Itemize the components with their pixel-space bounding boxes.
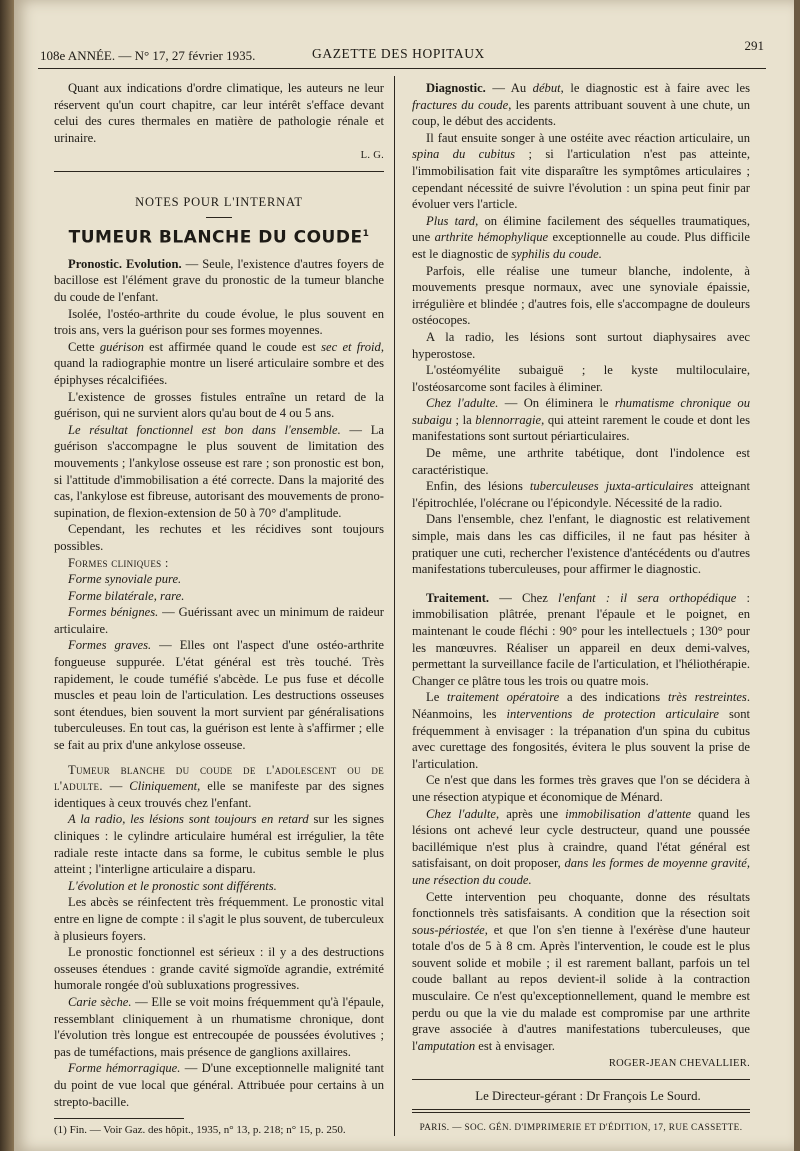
- adulte-traitement-paragraph: Chez l'adulte, après une immobilisation d'attente quand les lésions ont achevé leur cycle destructeur, quand une poussée bacillémique n'est plus à craindre, quand l'état général est satisfaisant, on doit proposer, dans les formes de moyenne gravité, une résection du coude.: [412, 806, 750, 887]
- header-rule: [38, 68, 766, 69]
- director-separator: [412, 1079, 750, 1080]
- printer-line: PARIS. — SOC. GÉN. D'IMPRIMERIE ET D'ÉDITION, 17, RUE CASSETTE.: [419, 1121, 743, 1132]
- journal-title: GAZETTE DES HOPITAUX: [312, 46, 485, 61]
- prognosis-heading: Pronostic. Evolution.: [68, 256, 182, 271]
- footnote: (1) Fin. — Voir Gaz. des hôpit., 1935, n° 13, p. 218; n° 15, p. 250.: [54, 1124, 346, 1137]
- hemorragique-paragraph: Forme hémorragique. — D'une exceptionnelle malignité tant du point de vue local que général. Attribuée pour certains à un strepto-bacille.: [54, 1061, 385, 1109]
- binding-spine: [0, 0, 14, 1151]
- fistules-paragraph: L'existence de grosses fistules entraîne un retard de la guérison, qui ne survient alors qu'au bout de 4 ou 5 ans.: [54, 389, 384, 421]
- adolescent-paragraph: Tumeur blanche du coude de l'adolescent ou de l'adulte. — Cliniquement, elle se manifeste par des signes identiques à ceux trouvés chez l'enfant.: [54, 762, 385, 810]
- radio-diaphysaires-paragraph: A la radio, les lésions sont surtout diaphysaires avec hyperostose.: [412, 329, 750, 361]
- formes-graves: Formes graves. — Elles ont l'aspect d'une ostéo-arthrite fongueuse suppurée. L'état général est très touché. Très rapidement, le coude tuméfié s'abcède. Le pus fuse et décolle muscles et peau loin de l'articulation. Les destructions osseuses sont étendues, bien souvent la mort survient par généralisations tuberculeuses. En tout cas, la guérison est lente à s'affirmer ; elle se fait au prix d'une ankylose osseuse.: [54, 638, 384, 753]
- ensemble-paragraph: Dans l'ensemble, chez l'enfant, le diagnostic est relativement simple, mais dans les cas difficiles, il ne faut pas hésiter à pratiquer une cuti, rechercher l'existence d'antécédents ou d'autres manifestations tuberculeuses, pour affirmer le diagnostic.: [412, 512, 750, 577]
- issue-info: 108e ANNÉE. — N° 17, 27 février 1935.: [40, 48, 256, 63]
- intro-signature: L. G.: [360, 150, 384, 162]
- footnote-rule: [54, 1118, 184, 1119]
- adulte-diagnostic-paragraph: Chez l'adulte. — On éliminera le rhumatisme chronique ou subaigu ; la blennorragie, qui atteint rarement le coude et dont les manifestations sont surtout périarticulaires.: [412, 396, 750, 444]
- prognosis-paragraph: Pronostic. Evolution. — Seule, l'existence d'autres foyers de bacillose est l'élément grave du pronostic de la tumeur blanche du coude de l'enfant.: [54, 256, 384, 304]
- director-line: Le Directeur-gérant : Dr François Le Sourd.: [475, 1089, 701, 1104]
- traitement-heading: Traitement.: [426, 590, 490, 605]
- printer-rule: [412, 1109, 750, 1113]
- title-rule: [206, 217, 232, 218]
- page-header: [14, 38, 794, 66]
- spacer: [54, 754, 384, 762]
- forme-bilaterale: Forme bilatérale, rare.: [68, 588, 185, 603]
- guerison-paragraph: Cette guérison est affirmée quand le coude est sec et froid, quand la radiographie montre un liseré articulaire sombre et des épiphyses récalcifiées.: [54, 339, 384, 387]
- left-column: [54, 80, 384, 1137]
- intro-paragraph: Quant aux indications d'ordre climatique, les auteurs ne leur réservent qu'un court chapitre, car leur intérêt s'efface devant celui des cures thermales en matière de pathologie rénale et urinaire.: [54, 81, 384, 145]
- arthrite-paragraph: De même, une arthrite tabétique, dont l'indolence est caractéristique.: [412, 446, 750, 477]
- resultat-paragraph: Le résultat fonctionnel est bon dans l'ensemble. — La guérison s'accompagne le plus souvent de limitation des mouvements ; l'ankylose osseuse est rare ; son pronostic est bon, si l'attitude d'immobilisation a été correcte. Dans la majorité des cas, l'ankylose est fibreuse, autorisant des mouvements de prono-supination, de flexion-extension de 50 à 70° d'amplitude.: [54, 422, 384, 520]
- formes-cliniques-heading: Formes cliniques :: [68, 555, 169, 570]
- author-signature: ROGER-JEAN CHEVALLIER.: [608, 1058, 750, 1070]
- traitement-paragraph: Traitement. — Chez l'enfant : il sera orthopédique : immobilisation plâtrée, prenant l'épaule et le poignet, en maintenant le coude fléchi : 90° pour les intellectuels ; 130° pour les manœuvres. Réaliser un appareil en deux demi-valves, permettant la surveillance facile de l'articulation, et l'héliothérapie. Changer ce plâtre tous les trois ou quatre mois.: [412, 590, 750, 688]
- abces-paragraph: Les abcès se réinfectent très fréquemment. Le pronostic vital entre en ligne de compte : il s'agit le plus souvent, de tuberculeux à plusieurs foyers.: [54, 895, 384, 943]
- osteite-paragraph: Il faut ensuite songer à une ostéite avec réaction articulaire, un spina du cubitus ; si l'articulation n'est pas atteinte, l'immobilisation fait vite disparaître les symptômes articulaires ; cependant nécessité de suivre l'évolution : un spina peut finir par évoluer vers l'article.: [412, 130, 750, 212]
- article-title: TUMEUR BLANCHE DU COUDE$^1$: [68, 227, 370, 248]
- isolee-paragraph: Isolée, l'ostéo-arthrite du coude évolue, le plus souvent en trois ans, vers la guérison pour ses formes moyennes.: [54, 306, 384, 338]
- column-rule: [394, 76, 395, 1136]
- parfois-paragraph: Parfois, elle réalise une tumeur blanche, indolente, à mouvements presque normaux, avec une synoviale épaissie, irrégulière et blindée ; d'autres fois, elle s'accompagne de douleurs ostéocopes.: [412, 263, 750, 328]
- menard-paragraph: Ce n'est que dans les formes très graves que l'on se décidera à une résection atypique et économique de Ménard.: [412, 773, 750, 804]
- radio-paragraph: A la radio, les lésions sont toujours en retard sur les signes cliniques : le cylindre articulaire huméral est irrégulier, la tête radiale reste intacte dans sa forme, le cubitus semble le plus atteint ; l'interligne articulaire a disparu.: [54, 812, 385, 877]
- title-footnote-marker: 1: [362, 228, 370, 239]
- evolution-heading: L'évolution et le pronostic sont différents.: [68, 878, 277, 893]
- plus-tard-paragraph: Plus tard, on élimine facilement des séquelles traumatiques, une arthrite hémophylique exceptionnelle au coude. Plus difficile est le diagnostic de syphilis du coude.: [412, 213, 750, 261]
- newspaper-page: [14, 0, 794, 1151]
- section-label: NOTES POUR L'INTERNAT: [135, 194, 303, 209]
- rechutes-paragraph: Cependant, les rechutes et les récidives sont toujours possibles.: [54, 522, 384, 553]
- osteomyelite-paragraph: L'ostéomyélite subaiguë ; le kyste multiloculaire, l'ostéosarcome sont faciles à éliminer.: [412, 363, 750, 394]
- right-column: [412, 80, 750, 1135]
- page-number: 291: [744, 38, 764, 53]
- forme-synoviale: Forme synoviale pure.: [68, 572, 182, 587]
- diagnostic-heading: Diagnostic.: [426, 81, 486, 95]
- section-separator: [54, 171, 384, 172]
- enfin-paragraph: Enfin, des lésions tuberculeuses juxta-articulaires atteignant l'épitrochlée, l'olécrane ou l'épicondyle. Nécessité de la radio.: [412, 479, 750, 510]
- diagnostic-paragraph: Diagnostic. — Au début, le diagnostic est à faire avec les fractures du coude, les parents attribuant souvent à une chute, un coup, le début des accidents.: [412, 81, 751, 129]
- carie-paragraph: Carie sèche. — Elle se voit moins fréquemment qu'à l'épaule, ressemblant cliniquement à un rhumatisme chronique, dont l'évolution très longue est entrecoupée de poussées évolutives ; pas de tuméfactions, mais présence de ganglions axillaires.: [54, 994, 384, 1059]
- operatoire-paragraph: Le traitement opératoire a des indications très restreintes. Néanmoins, les interventions de protection articulaire sont fréquemment à envisager : la trépanation d'un spina du cubitus avec curettage des fongosités, évitera le plus souvent la prise de l'articulation.: [412, 690, 750, 771]
- intervention-paragraph: Cette intervention peu choquante, donne des résultats fonctionnels très satisfaisants. A condition que la résection soit sous-périostée, et que l'on s'en tienne à l'exérèse d'une hauteur totale d'os de 5 à 8 cm. Après l'intervention, le coude est le plus souvent solide et mobile ; il est rarement ballant, parfois un tel coude ballant au repos devient-il solide à la contraction musculaire. Ce n'est qu'exceptionnellement, quand le membre est perdu ou que la vie du malade est compromise par une arthrite grave associée à d'autres manifestations tuberculeuses, que l'amputation est à envisager.: [412, 889, 750, 1053]
- fonctionnel-paragraph: Le pronostic fonctionnel est sérieux : il y a des destructions osseuses étendues : grande cavité sigmoïde agrandie, extrémité humorale rongée d'où subluxations progressives.: [54, 945, 384, 993]
- formes-benignes: Formes bénignes. — Guérissant avec un minimum de raideur articulaire.: [54, 605, 384, 636]
- spacer: [412, 578, 750, 590]
